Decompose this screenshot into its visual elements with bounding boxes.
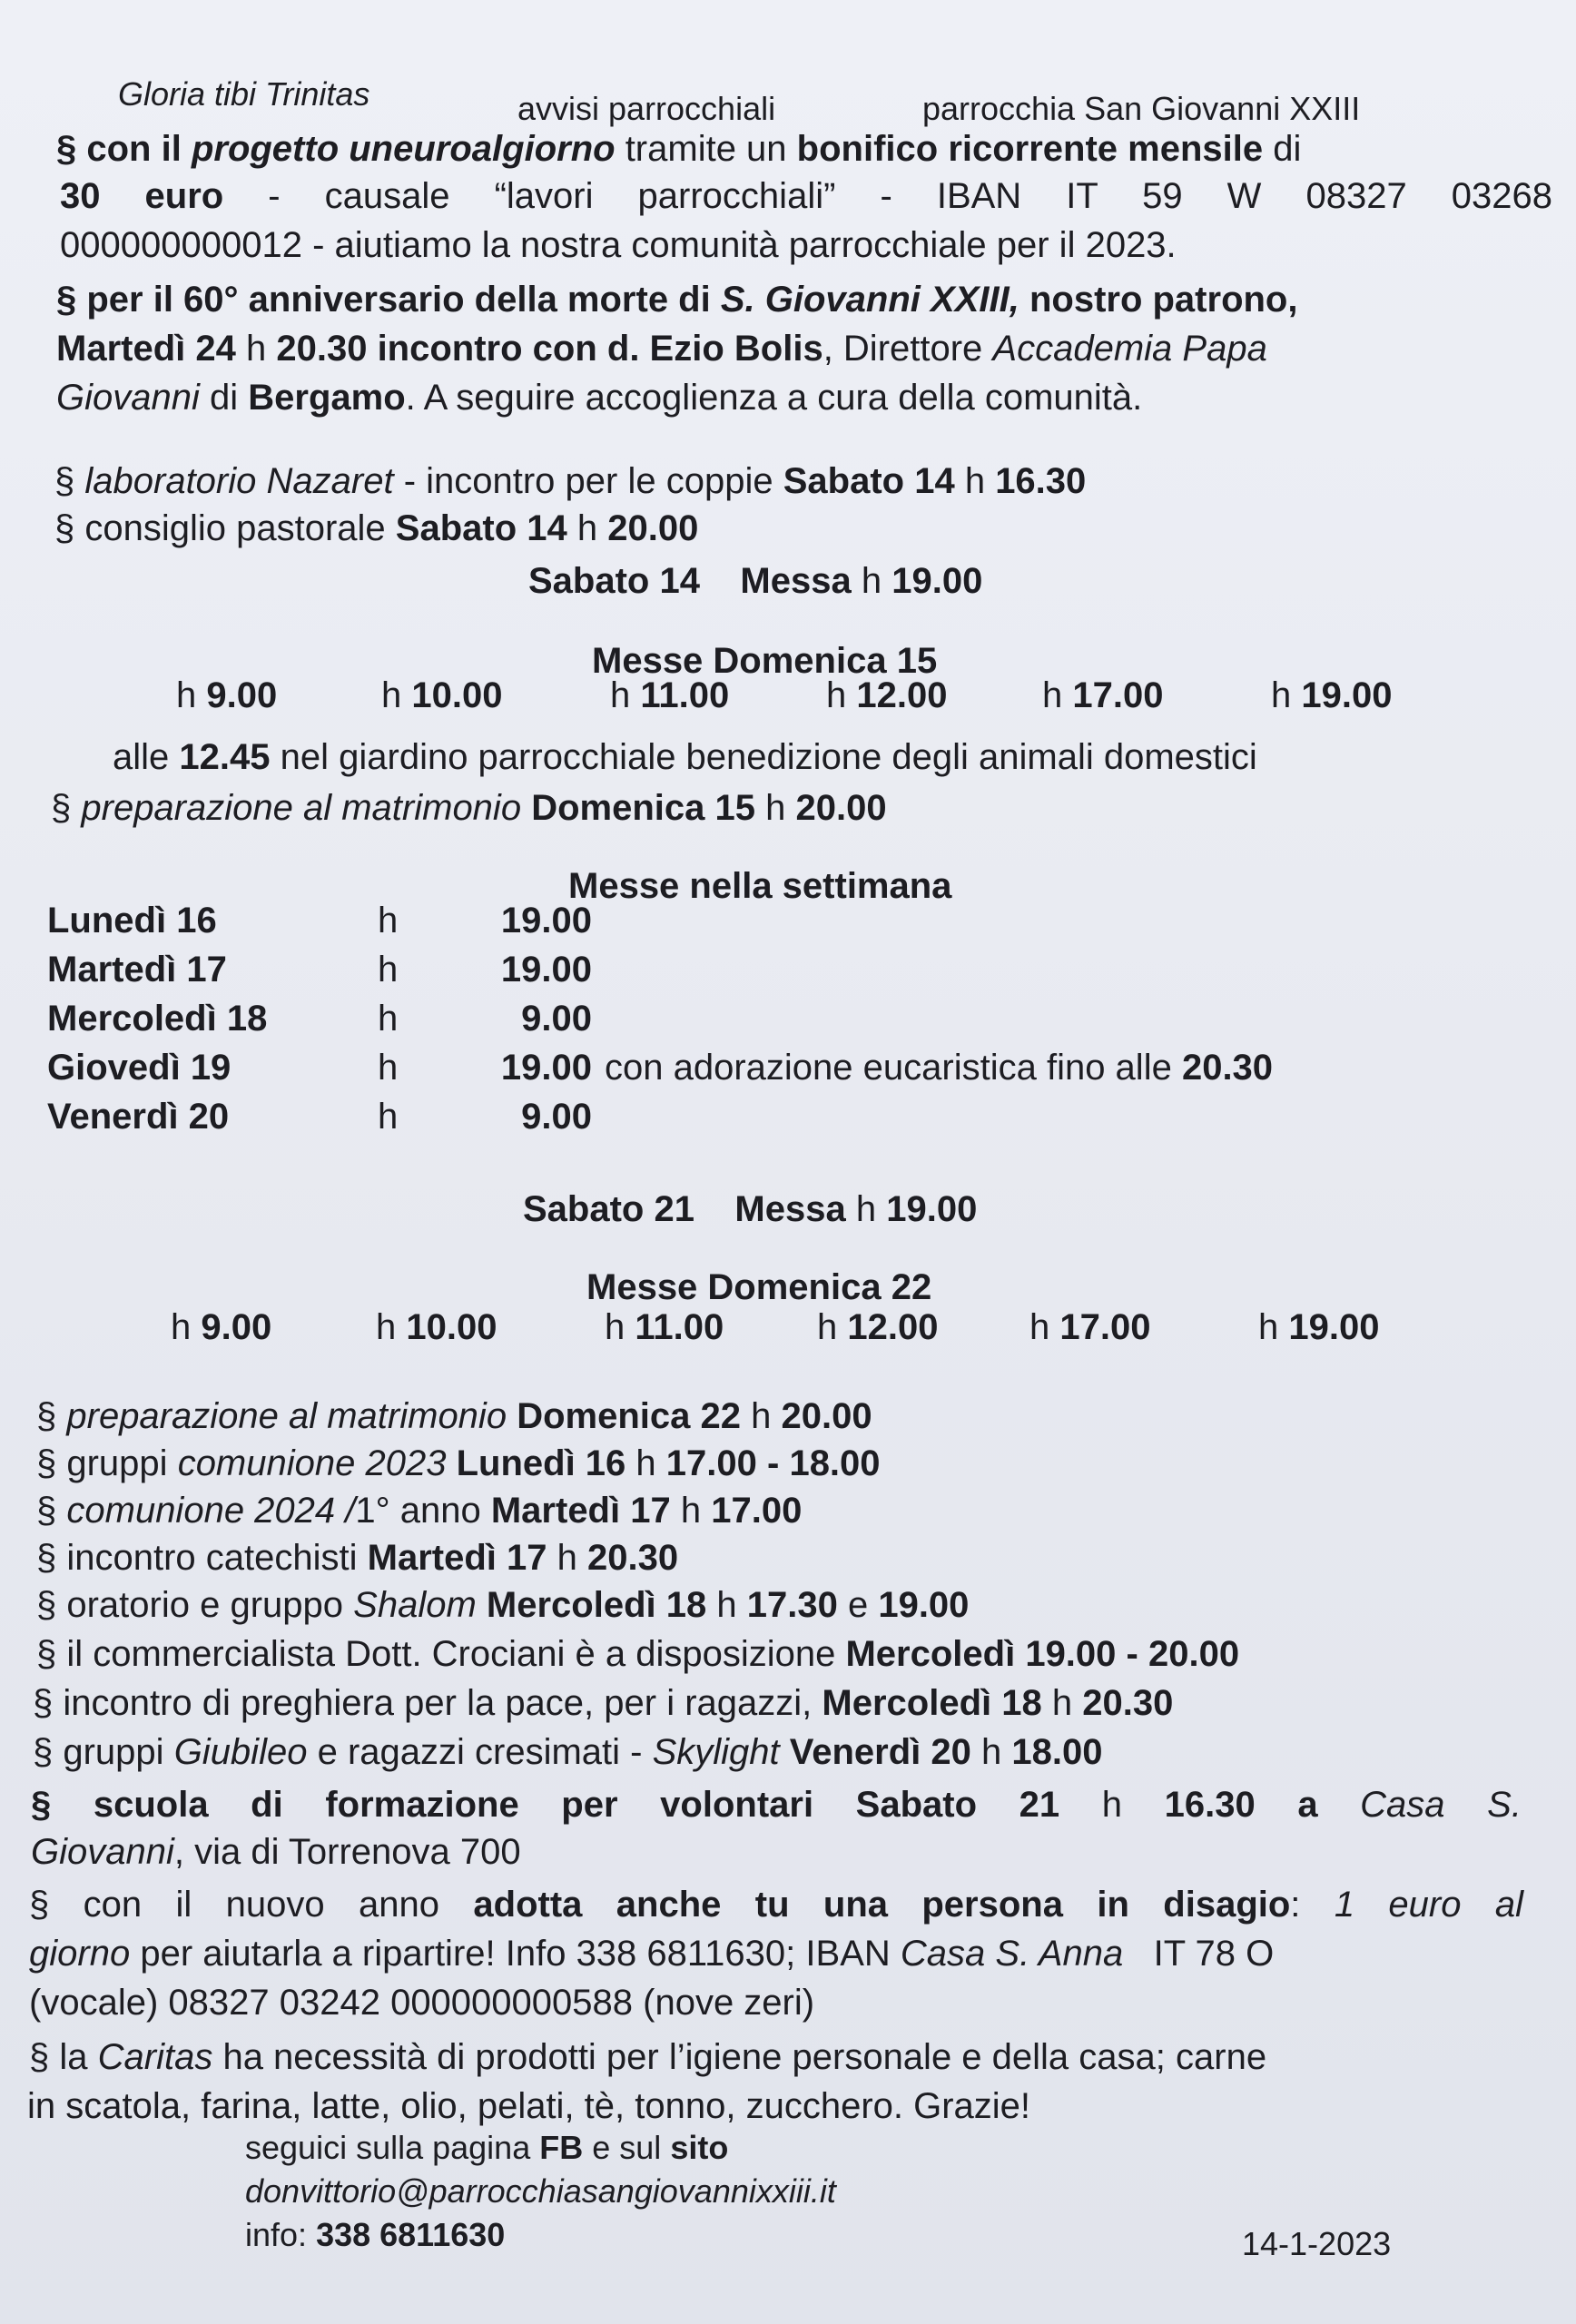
footer-info: info: 338 6811630	[245, 2216, 506, 2253]
notice-scuola-line-1: § scuola di formazione per volontari Sabato 21 h 16.30 a Casa S.	[31, 1785, 1522, 1825]
footer-date: 14-1-2023	[1242, 2225, 1392, 2262]
adorazione-note: con adorazione eucaristica fino alle 20.30	[605, 1048, 1274, 1088]
domenica22-times	[0, 1304, 1576, 1351]
domenica22-time: h 9.00	[171, 1307, 272, 1347]
sabato21-mass: Sabato 21 Messa h 19.00	[523, 1189, 978, 1229]
notice-giubileo: § gruppi Giubileo e ragazzi cresimati - Skylight Venerdì 20 h 18.00	[33, 1732, 1103, 1772]
domenica15-time: h 19.00	[1271, 675, 1393, 715]
weekday-row: Venerdì 20 h 9.00	[47, 1097, 592, 1137]
domenica22-time: h 17.00	[1029, 1307, 1151, 1347]
notice-oratorio: § oratorio e gruppo Shalom Mercoledì 18 h 17.30 e 19.00	[36, 1585, 970, 1625]
consiglio-line: § consiglio pastorale Sabato 14 h 20.00	[54, 508, 699, 548]
domenica15-title: Messe Domenica 15	[592, 641, 938, 681]
benedizione-line: alle 12.45 nel giardino parrocchiale benedizione degli animali domestici	[113, 737, 1257, 777]
weekday-row: Lunedì 16 h 19.00	[47, 901, 592, 940]
domenica15-time: h 12.00	[826, 675, 948, 715]
settimana-title: Messe nella settimana	[568, 866, 952, 906]
matrimonio15-line: § preparazione al matrimonio Domenica 15 h 20.00	[51, 788, 887, 828]
header-right: parrocchia San Giovanni XXIII	[922, 90, 1361, 127]
domenica15-time: h 9.00	[176, 675, 278, 715]
notice-adotta-line-2: giorno per aiutarla a ripartire! Info 338 6811630; IBAN Casa S. Anna IT 78 O	[29, 1934, 1275, 1974]
progetto-line-3: 000000000012 - aiutiamo la nostra comunità parrocchiale per il 2023.	[60, 225, 1177, 265]
domenica22-time: h 19.00	[1258, 1307, 1380, 1347]
notice-adotta-line-1: § con il nuovo anno adotta anche tu una persona in disagio: 1 euro al	[29, 1885, 1524, 1925]
weekday-row: Giovedì 19 h 19.00 con adorazione eucaristica fino alle 20.30	[47, 1044, 1500, 1091]
notice-scuola-line-2: Giovanni, via di Torrenova 700	[31, 1832, 521, 1872]
footer-email[interactable]: donvittorio@parrocchiasangiovannixxiii.it	[245, 2172, 836, 2210]
anniversario-line-3: Giovanni di Bergamo. A seguire accoglienza a cura della comunità.	[56, 378, 1143, 418]
notice-caritas-line-1: § la Caritas ha necessità di prodotti per l’igiene personale e della casa; carne	[29, 2037, 1267, 2077]
laboratorio-line: § laboratorio Nazaret - incontro per le coppie Sabato 14 h 16.30	[54, 461, 1087, 501]
footer-follow: seguici sulla pagina FB e sul sito	[245, 2129, 729, 2166]
domenica15-time: h 17.00	[1042, 675, 1164, 715]
domenica22-time: h 12.00	[817, 1307, 939, 1347]
progetto-line-1: § con il progetto uneuroalgiorno tramite un bonifico ricorrente mensile di	[56, 129, 1302, 169]
domenica15-times	[0, 672, 1576, 719]
progetto-line-2: 30 euro - causale “lavori parrocchiali” - IBAN IT 59 W 08327 03268	[60, 176, 1552, 216]
notice-adotta-line-3: (vocale) 08327 03242 000000000588 (nove zeri)	[29, 1983, 815, 2023]
domenica22-time: h 11.00	[605, 1307, 724, 1347]
header-center: avvisi parrocchiali	[517, 90, 776, 127]
notice-matrimonio22: § preparazione al matrimonio Domenica 22 h 20.00	[36, 1396, 872, 1436]
notice-commercialista: § il commercialista Dott. Crociani è a disposizione Mercoledì 19.00 - 20.00	[36, 1634, 1240, 1674]
notice-catechisti: § incontro catechisti Martedì 17 h 20.30	[36, 1538, 679, 1578]
header-left: Gloria tibi Trinitas	[118, 75, 370, 113]
weekday-row: Mercoledì 18 h 9.00	[47, 999, 592, 1039]
notice-caritas-line-2: in scatola, farina, latte, olio, pelati, tè, tonno, zucchero. Grazie!	[27, 2086, 1031, 2126]
sabato14-mass: Sabato 14 Messa h 19.00	[528, 561, 983, 601]
domenica22-title: Messe Domenica 22	[586, 1267, 932, 1307]
weekday-row: Martedì 17 h 19.00	[47, 950, 592, 990]
domenica15-time: h 11.00	[610, 675, 730, 715]
notice-comunione2023: § gruppi comunione 2023 Lunedì 16 h 17.00 - 18.00	[36, 1443, 881, 1483]
notice-preghiera: § incontro di preghiera per la pace, per i ragazzi, Mercoledì 18 h 20.30	[33, 1683, 1174, 1723]
anniversario-line-1: § per il 60° anniversario della morte di S. Giovanni XXIII, nostro patrono,	[56, 280, 1298, 320]
domenica15-time: h 10.00	[381, 675, 503, 715]
anniversario-line-2: Martedì 24 h 20.30 incontro con d. Ezio Bolis, Direttore Accademia Papa	[56, 329, 1267, 369]
notice-comunione2024: § comunione 2024 /1° anno Martedì 17 h 17.00	[36, 1491, 803, 1531]
domenica22-time: h 10.00	[376, 1307, 497, 1347]
